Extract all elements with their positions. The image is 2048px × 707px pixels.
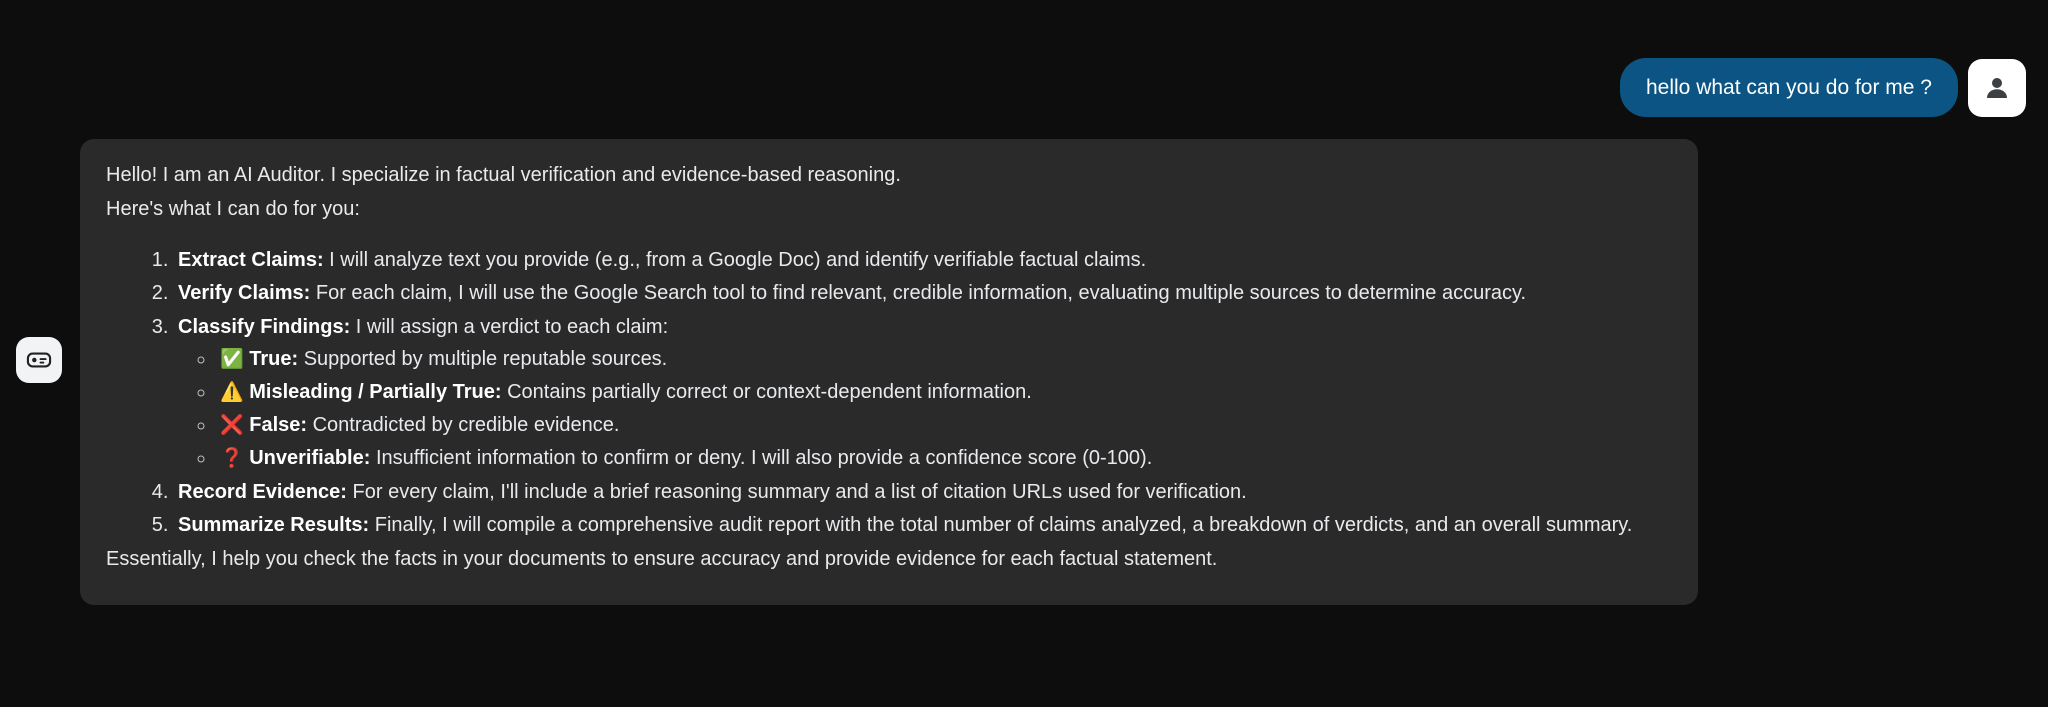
list-item	[216, 345, 1672, 374]
avatar[interactable]	[1968, 59, 2026, 117]
assistant-intro-line-1: Hello! I am an AI Auditor. I specialize in factual verification and evidence-based reasoning.	[106, 164, 901, 186]
step-title: Verify Claims:	[178, 282, 311, 305]
user-message-row	[1620, 58, 2026, 117]
step-title: Extract Claims:	[178, 248, 324, 271]
warning-icon: ⚠️	[220, 381, 244, 403]
list-item	[174, 246, 1672, 274]
list-item	[216, 378, 1672, 407]
verdict-types-list	[178, 345, 1672, 473]
capabilities-list	[106, 246, 1672, 540]
verdict-text: Contradicted by credible evidence.	[307, 413, 620, 436]
verdict-text: Insufficient information to confirm or deny. I will also provide a confidence score (0-100).	[370, 446, 1153, 469]
list-item	[174, 478, 1672, 506]
check-mark-icon: ✅	[220, 348, 244, 370]
person-icon	[1982, 73, 2012, 103]
step-text: I will analyze text you provide (e.g., from a Google Doc) and identify verifiable factual claims.	[323, 248, 1147, 271]
assistant-message-bubble	[80, 139, 1698, 605]
verdict-title: Misleading / Partially True:	[249, 380, 502, 403]
verdict-text: Supported by multiple reputable sources.	[298, 347, 668, 370]
cross-mark-icon: ❌	[220, 414, 244, 436]
step-text: For each claim, I will use the Google Search tool to find relevant, credible information, evaluating multiple sources to determine accuracy.	[310, 282, 1527, 305]
step-title: Summarize Results:	[178, 514, 370, 537]
list-item	[174, 279, 1672, 307]
assistant-robot-icon	[25, 346, 53, 374]
step-text: Finally, I will compile a comprehensive audit report with the total number of claims analyzed, a breakdown of verdicts, and an overall summary.	[369, 514, 1633, 537]
step-title: Record Evidence:	[178, 480, 347, 503]
step-text: For every claim, I'll include a brief reasoning summary and a list of citation URLs used for verification.	[346, 480, 1247, 503]
verdict-title: Unverifiable:	[249, 446, 371, 469]
list-item	[216, 411, 1672, 440]
list-item	[174, 511, 1672, 539]
verdict-title: True:	[249, 347, 299, 370]
assistant-outro: Essentially, I help you check the facts in your documents to ensure accuracy and provide evidence for each factual statement.	[106, 547, 1218, 570]
assistant-intro-line-2: Here's what I can do for you:	[106, 198, 360, 221]
verdict-text: Contains partially correct or context-dependent information.	[501, 380, 1032, 403]
verdict-title: False:	[249, 413, 308, 436]
user-message-bubble: hello what can you do for me ?	[1620, 58, 1958, 117]
step-text: I will assign a verdict to each claim:	[350, 315, 669, 338]
step-title: Classify Findings:	[178, 315, 351, 338]
question-mark-icon: ❓	[220, 447, 244, 469]
list-item	[216, 444, 1672, 473]
list-item	[174, 313, 1672, 473]
assistant-robot-icon-button[interactable]	[16, 337, 62, 383]
